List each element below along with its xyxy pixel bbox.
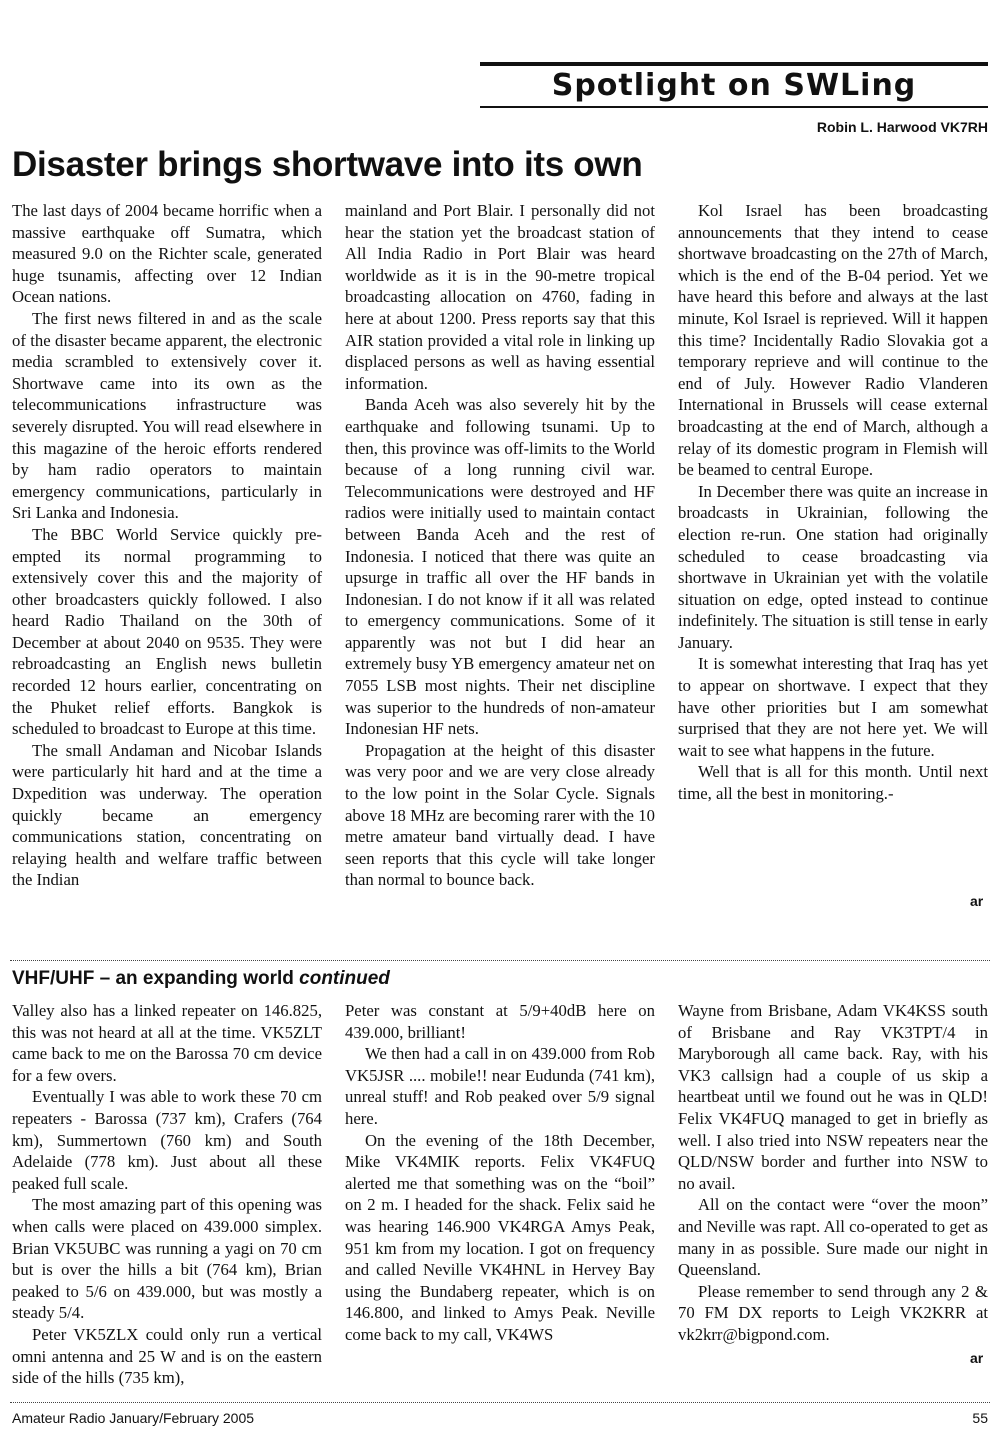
paragraph: The small Andaman and Nicobar Islands were particularly hit hard and at the time a Dxpedition was underway. The operation quickly became an emergency communications station, concentrating on relaying health and welfare traffic between the Indian <box>12 740 322 890</box>
article1-column-1 <box>12 200 322 891</box>
paragraph: We then had a call in on 439.000 from Rob VK5JSR .... mobile!! near Eudunda (741 km), unreal stuff! and Rob peaked over 5/9 signal here. <box>345 1044 655 1128</box>
paragraph: Eventually I was able to work these 70 cm repeaters - Barossa (737 km), Crafers (764 km), Summertown (760 km) and South Adelaide (778 km). Just about all these peaked full scale. <box>12 1087 322 1193</box>
paragraph: On the evening of the 18th December, Mike VK4MIK reports. Felix VK4FUQ alerted me that something was on the “boil” on 2 m. I headed for the shack. Felix said he was hearing 146.900 VK4RGA Amys Peak, 951 km from my location. I got on frequency and called Neville VK4HNL in Hervey Bay using the Bundaberg repeater, which is on 146.800, and linked to Amys Peak. Neville come back to my call, VK4WS <box>345 1130 655 1344</box>
footer-divider <box>10 1402 990 1403</box>
paragraph: The most amazing part of this opening was when calls were placed on 439.000 simplex. Brian VK5UBC was running a yagi on 70 cm but is over the hills a bit (764 km), Brian peaked to 5/6 on 439.000, but was mostly a steady 5/4. <box>12 1195 322 1323</box>
byline: Robin L. Harwood VK7RH <box>816 119 988 135</box>
paragraph: All on the contact were “over the moon” and Neville was rapt. All co-operated to get as many in as possible. Sure made our night in Queensland. <box>678 1195 988 1280</box>
paragraph: The first news filtered in and as the scale of the disaster became apparent, the electronic media scrambled to extensively cover it. Shortwave came into its own as the telecommunications infrastructure was severely disrupted. You will read elsewhere in this magazine of the heroic efforts rendered by ham radio operators to maintain emergency communications, particularly in Sri Lanka and Indonesia. <box>12 308 322 523</box>
section-title <box>12 968 390 990</box>
paragraph: Well that is all for this month. Until next time, all the best in monitoring.- <box>678 762 988 804</box>
paragraph: Banda Aceh was also severely hit by the earthquake and following tsunami. Up to then, this province was off-limits to the World because of a long running civil war. Telecommunications were destroyed and HF radios were initially used to maintain contact between Banda Aceh and the rest of Indonesia. I noticed that there was quite an upsurge in traffic all over the HF bands in Indonesian. I do not know if it all was related to emergency communications. Some of it apparently was not but I did hear an extremely busy YB emergency amateur net on 7055 LSB most nights. Their net discipline was superior to the hundreds of non-amateur Indonesian HF nets. <box>345 395 655 739</box>
column-title: Spotlight on SWLing <box>480 62 988 108</box>
paragraph: Kol Israel has been broadcasting announcements that they intend to cease shortwave broadcasting on the 27th of March, which is the end of the B-04 period. Yet we have heard this before and always at the last minute, Kol Israel is reprieved. Will it happen this time? Incidentally Radio Slovakia got a temporary reprieve and will continue to the end of July. However Radio Vlanderen International in Brussels will cease external broadcasting at the end of March, although a relay of its domestic program in Flemish will be beamed to central Europe. <box>678 201 988 480</box>
paragraph: Wayne from Brisbane, Adam VK4KSS south of Brisbane and Ray VK3TPT/4 in Maryborough all came back. Ray, with his VK3 callsign had a couple of us skip a heartbeat until we found out he was in QLD! Felix VK4FUQ managed to get in briefly as well. I also tried into NSW repeaters near the QLD/NSW border and further into NSW to no avail. <box>678 1001 988 1193</box>
article1-column-3 <box>678 200 988 805</box>
paragraph: Please remember to send through any 2 & 70 FM DX reports to Leigh VK2KRR at vk2krr@bigpond.com. <box>678 1281 988 1344</box>
article2-column-3 <box>678 1000 988 1346</box>
paragraph: Peter VK5ZLX could only run a vertical omni antenna and 25 W and is on the eastern side of the hills (735 km), <box>12 1324 322 1388</box>
paragraph: Valley also has a linked repeater on 146.825, this was not heard at all at the time. VK5ZLT came back to me on the Barossa 70 cm device for a few overs. <box>12 1001 322 1085</box>
article1-column-2 <box>345 200 655 891</box>
paragraph: Propagation at the height of this disaster was very poor and we are very close already to the low point in the Solar Cycle. Signals above 18 MHz are becoming rarer with the 10 metre amateur band virtually dead. I have seen reports that this cycle will take longer than normal to bounce back. <box>345 740 655 890</box>
section-divider <box>10 960 990 961</box>
paragraph: It is somewhat interesting that Iraq has yet to appear on shortwave. I expect that they have other priorities but I am somewhat surprised that they are not here yet. We will wait to see what happens in the future. <box>678 654 988 760</box>
section-title-suffix: continued <box>299 968 390 989</box>
paragraph: mainland and Port Blair. I personally did not hear the station yet the broadcast station of All India Radio in Port Blair was heard worldwide as it is in the 90-metre tropical broadcasting allocation on 4760, fading in here at about 1200. Press reports say that this AIR station provided a vital role in linking up displaced persons as well as having essential information. <box>345 201 655 393</box>
end-mark: ar <box>970 893 984 909</box>
article2-column-2 <box>345 1000 655 1346</box>
page-number: 55 <box>972 1410 988 1426</box>
paragraph: The last days of 2004 became horrific when a massive earthquake off Sumatra, which measured 9.0 on the Richter scale, generated huge tsunamis, affecting over 12 Indian Ocean nations. <box>12 201 322 307</box>
section-title-text: VHF/UHF – an expanding world <box>12 968 294 989</box>
footer-publication: Amateur Radio January/February 2005 <box>12 1410 255 1426</box>
paragraph: The BBC World Service quickly pre-empted its normal programming to extensively cover this and the majority of other broadcasters quickly followed. I also heard Radio Thailand on the 30th of December at about 2040 on 9535. They were rebroadcasting an English news bulletin recorded 12 hours earlier, concentrating on the Phuket relief efforts. Bangkok is scheduled to broadcast to Europe at this time. <box>12 524 322 739</box>
headline: Disaster brings shortwave into its own <box>12 145 643 184</box>
end-mark: ar <box>970 1350 984 1366</box>
paragraph: In December there was quite an increase in broadcasts in Ukrainian, following the election re-run. One station had originally scheduled to cease broadcasting via shortwave in Ukrainian yet with the volatile situation on edge, opted instead to continue indefinitely. The situation is still tense in early January. <box>678 481 988 652</box>
paragraph: Peter was constant at 5/9+40dB here on 439.000, brilliant! <box>345 1001 655 1042</box>
article2-column-1 <box>12 1000 322 1389</box>
